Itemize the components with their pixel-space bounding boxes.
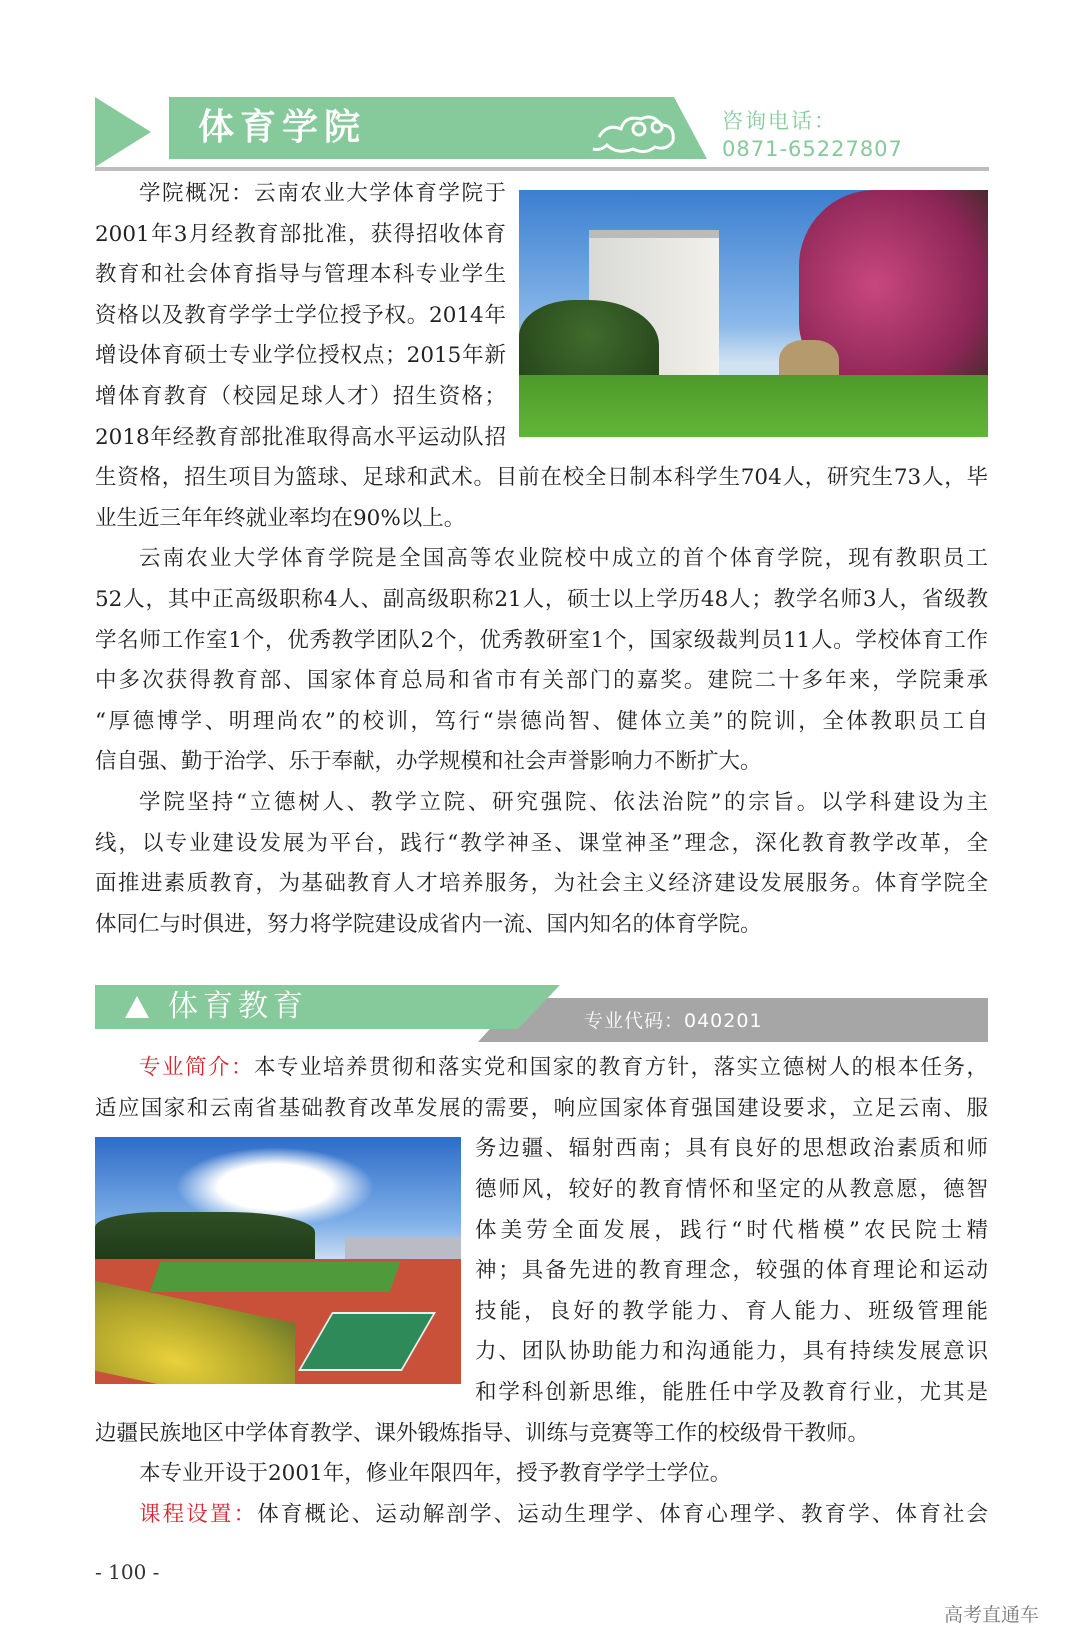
overview-line: 学院概况：云南农业大学体育学院于 xyxy=(139,181,506,206)
course-line xyxy=(95,1495,988,1535)
major-line: 神；具备先进的教育理念，较强的体育理论和运动 xyxy=(475,1258,988,1283)
overview-line: 资格以及教育学学士学位授予权。2014年 xyxy=(95,303,506,328)
major-line: 务边疆、辐射西南；具有良好的思想政治素质和师 xyxy=(475,1136,988,1161)
major-line: 和学科创新思维，能胜任中学及教育行业，尤其是 xyxy=(475,1380,988,1405)
overview-line: 线，以专业建设发展为平台，践行“教学神圣、课堂神圣”理念，深化教育教学改革，全 xyxy=(95,831,988,856)
major-line: 体美劳全面发展，践行“时代楷模”农民院士精 xyxy=(475,1218,988,1243)
overview-line: 中多次获得教育部、国家体育总局和省市有关部门的嘉奖。建院二十多年来，学院秉承 xyxy=(95,668,988,693)
overview-line: 业生近三年年终就业率均在90%以上。 xyxy=(95,506,466,531)
overview-line: 信自强、勤于治学、乐于奉献，办学规模和社会声誉影响力不断扩大。 xyxy=(95,749,762,774)
overview-line: 教育和社会体育指导与管理本科专业学生 xyxy=(95,262,506,287)
overview-line: “厚德博学、明理尚农”的校训，笃行“崇德尚智、健体立美”的院训，全体教职员工自 xyxy=(95,709,988,734)
overview-line: 2018年经教育部批准取得高水平运动队招 xyxy=(95,425,506,450)
triangle-up-icon xyxy=(124,995,150,1019)
sports-field-photo xyxy=(95,1137,461,1384)
major-code: 专业代码：040201 xyxy=(584,1010,763,1032)
course-text: 体育概论、运动解剖学、运动生理学、体育心理学、教育学、体育社会 xyxy=(257,1502,988,1527)
page-number: - 100 - xyxy=(95,1560,160,1584)
overview-line: 52人，其中正高级职称4人、副高级职称21人，硕士以上学历48人；教学名师3人，省级教 xyxy=(95,587,988,612)
intro-text: 本专业培养贯彻和落实党和国家的教育方针，落实立德树人的根本任务， xyxy=(253,1055,988,1080)
major-line: 技能，良好的教学能力、育人能力、班级管理能 xyxy=(475,1299,988,1324)
major-line: 边疆民族地区中学体育教学、课外锻炼指导、训练与竞赛等工作的校级骨干教师。 xyxy=(95,1421,870,1446)
overview-line: 增体育教育（校园足球人才）招生资格； xyxy=(95,384,506,409)
phone-label: 咨询电话： xyxy=(722,109,837,133)
overview-line: 2001年3月经教育部批准，获得招收体育 xyxy=(95,222,506,247)
play-triangle-icon xyxy=(95,97,151,167)
phone-number: 0871-65227807 xyxy=(722,137,903,161)
course-label: 课程设置： xyxy=(139,1502,258,1527)
page-title: 体育学院 xyxy=(198,107,367,148)
major-intro-line xyxy=(95,1048,988,1088)
overview-line: 学名师工作室1个，优秀教学团队2个，优秀教研室1个，国家级裁判员11人。学校体育工作 xyxy=(95,628,988,653)
major-title: 体育教育 xyxy=(168,989,308,1024)
overview-line: 云南农业大学体育学院是全国高等农业院校中成立的首个体育学院，现有教职员工 xyxy=(139,546,988,571)
watermark: 高考直通车 xyxy=(944,1604,1040,1626)
campus-building-photo xyxy=(519,190,988,437)
overview-line: 面推进素质教育，为基础教育人才培养服务，为社会主义经济建设发展服务。体育学院全 xyxy=(95,871,988,896)
header-divider xyxy=(95,167,989,171)
overview-line: 生资格，招生项目为篮球、足球和武术。目前在校全日制本科学生704人，研究生73人，毕 xyxy=(95,465,988,490)
major-line: 本专业开设于2001年，修业年限四年，授予教育学学士学位。 xyxy=(139,1461,732,1486)
major-line: 德师风，较好的教育情怀和坚定的从教意愿，德智 xyxy=(475,1177,988,1202)
overview-line: 体同仁与时俱进，努力将学院建设成省内一流、国内知名的体育学院。 xyxy=(95,912,762,937)
overview-line: 增设体育硕士专业学位授权点；2015年新 xyxy=(95,343,506,368)
major-line: 适应国家和云南省基础教育改革发展的需要，响应国家体育强国建设要求，立足云南、服 xyxy=(95,1096,988,1121)
intro-label: 专业简介： xyxy=(139,1055,254,1080)
overview-line: 学院坚持“立德树人、教学立院、研究强院、依法治院”的宗旨。以学科建设为主 xyxy=(139,790,988,815)
major-line: 力、团队协助能力和沟通能力，具有持续发展意识 xyxy=(475,1339,988,1364)
